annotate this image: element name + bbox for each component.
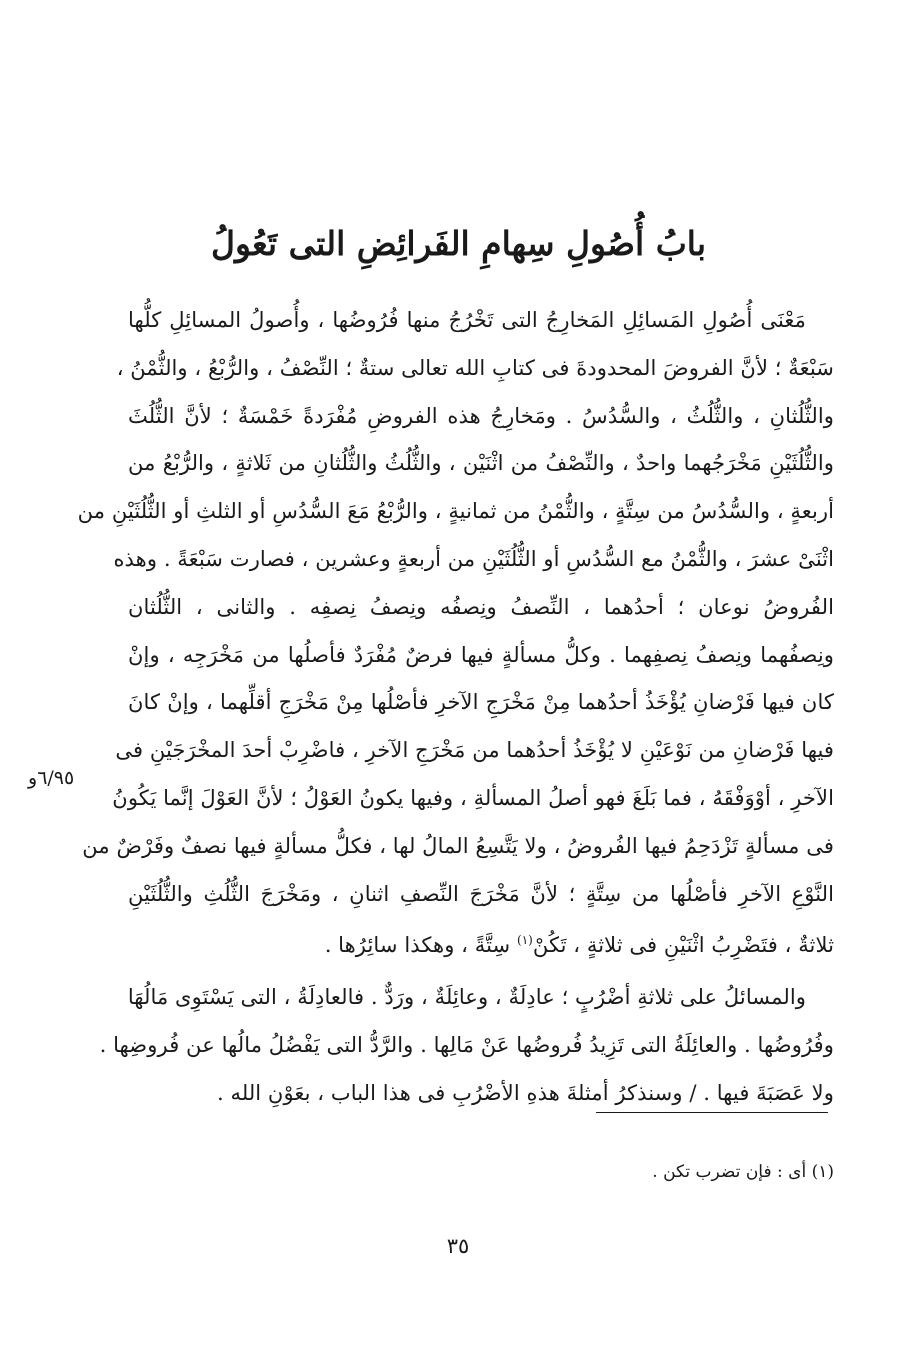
footnote-reference: (١)	[517, 933, 533, 948]
text-line: الآخرِ ، أوْوَفْقَهُ ، فما بَلَغَ فهو أصلُ المسألةِ ، وفيها يكونُ العَوْلُ ؛ لأنَّ العَوْلَ إنَّما يَكُونُ	[112, 784, 834, 810]
text-segment: سِتَّةً ، وهكذا سائِرُها .	[324, 932, 511, 958]
text-line: مَعْنَى أُصُولِ المَسائِلِ المَخارِجُ التى تَخْرُجُ منها فُرُوضُها ، وأُصولُ المسائِلِ كلُّها	[128, 307, 806, 332]
text-line: والثُّلُثانِ ، والثُّلُثُ ، والسُّدُسُ . ومَخارِجُ هذه الفروضِ مُفْرَدةً خَمْسَةٌ ؛ لأنَّ الثُّلُثَ	[128, 402, 834, 428]
paragraph-2	[99, 973, 834, 1116]
text-line: سَبْعَةٌ ؛ لأنَّ الفروضَ المحدودةَ فى كتابِ الله تعالى ستةٌ ؛ النِّصْفُ ، والرُّبْعُ ، والثُّمْنُ ،	[116, 354, 834, 380]
text-line: أربعةٍ ، والسُّدُسُ من سِتَّةٍ ، والثُّمْنُ من ثمانيةٍ ، والرُّبْعُ مَعَ السُّدُسِ أو الثلثِ أو الثُّلُثَيْنِ من	[77, 498, 834, 524]
chapter-title: بابُ أُصُولِ سِهامِ الفَرائِضِ التى تَعُولُ	[210, 224, 707, 263]
text-line: ولا عَصَبَةَ فيها . / وسنذكرُ أمثلةَ هذهِ الأضْرُبِ فى هذا الباب ، بعَوْنِ الله .	[216, 1079, 834, 1105]
paragraph-1	[77, 296, 834, 965]
text-line: الفُروضُ نوعان ؛ أحدُهما ، النِّصفُ ونِصفُه ونِصفُ نِصفِه . والثانى ، الثُّلُثان	[128, 593, 834, 619]
text-segment: ثلاثةٌ ، فتَضْرِبُ اثْنَيْنِ فى ثلاثةٍ ، تَكُنْ	[532, 932, 834, 958]
text-line: النَّوْعِ الآخرِ فأصْلُها من سِتَّةٍ ؛ لأنَّ مَخْرَجَ النِّصفِ اثنانِ ، ومَخْرَجَ الثُّلُثِ والثُّلُثَيْنِ	[128, 880, 834, 906]
text-line: فيها فَرْضانِ من نَوْعَيْنِ لا يُؤْخَذُ أحدُهما من مَخْرَجِ الآخرِ ، فاضْرِبْ أحدَ المخْرَجَيْنِ فى	[115, 737, 834, 763]
page-number: ٣٥	[446, 1234, 470, 1258]
footnote: (١) أى : فإن تضرب تكن .	[652, 1162, 834, 1182]
text-line: وفُرُوضُها . والعائِلَةُ التى تَزِيدُ فُروضُها عَنْ مَالِها . والرَّدُّ التى يَفْضُلُ مالُها عن فُروضِها .	[99, 1031, 834, 1057]
text-line: والمسائلُ على ثلاثةِ أضْرُبٍ ؛ عادِلَةٌ ، وعائِلَةٌ ، ورَدٌّ . فالعادِلَةُ ، التى يَسْتَوِى مَالُهَا	[127, 984, 806, 1010]
text-line: فى مسألةٍ تَزْدَحِمُ فيها الفُروضُ ، ولا يَتَّسِعُ المالُ لها ، فكلُّ مسألةٍ فيها نصفٌ وفَرْضٌ من	[82, 832, 834, 858]
footnote-divider	[596, 1112, 828, 1113]
text-line: كان فيها فَرْضانِ يُؤْخَذُ أحدُهما مِنْ مَخْرَجِ الآخرِ فأصْلُها مِنْ مَخْرَجِ أقلِّهما ، وإنْ كانَ	[128, 689, 834, 715]
text-line: ونِصفُهما ونِصفُ نِصفِهما . وكلُّ مسألةٍ فيها فرضٌ مُفْرَدٌ فأصلُها من مَخْرَجِه ، وإنْ	[128, 641, 834, 667]
text-line-with-footnote	[128, 917, 834, 965]
text-line: والثُّلُثَيْنِ مَخْرَجُهما واحدٌ ، والنِّصْفُ من اثْنَيْن ، والثُّلُثُ والثُّلُثانِ من ثَلاثةٍ ، والرُّبْعُ من	[128, 450, 834, 476]
text-line: اثْنَىْ عشرَ ، والثُّمْنُ مع السُّدُسِ أو الثُّلُثَيْنِ من أربعةٍ وعشرين ، فصارت سَبْعَةً . وهذه	[113, 545, 834, 571]
margin-folio-note: ٦/٩٥و	[28, 767, 75, 789]
main-text	[77, 296, 834, 1117]
